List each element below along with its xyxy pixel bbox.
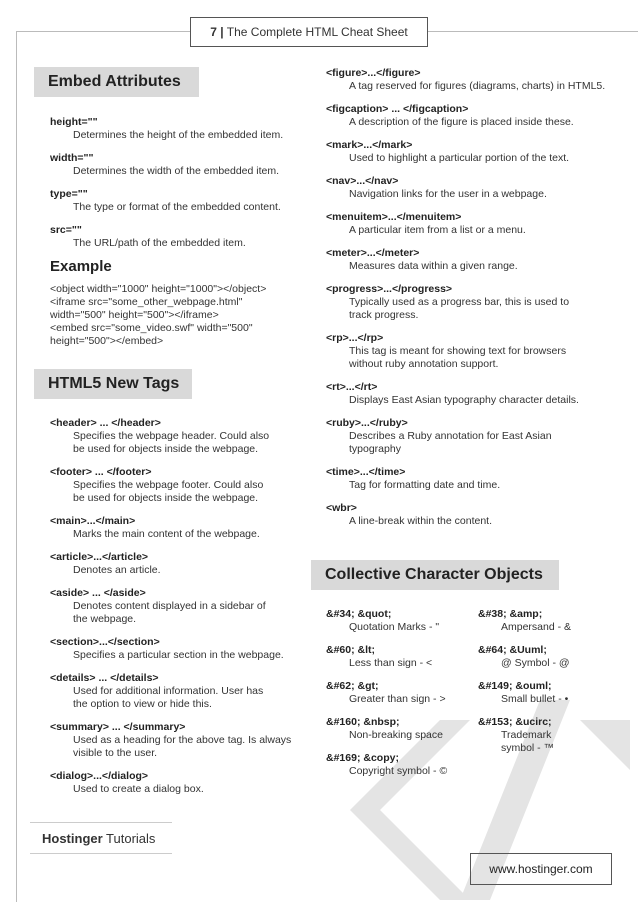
entry-tag: <meter>...</meter> xyxy=(326,247,420,259)
html5-new-tags-heading: HTML5 New Tags xyxy=(34,369,192,399)
entry-item xyxy=(50,721,315,760)
entry-description: The URL/path of the embedded item. xyxy=(73,237,246,249)
entry-item xyxy=(326,103,626,129)
entry-description: Trademark xyxy=(501,729,552,741)
page-border-top-right xyxy=(426,31,638,32)
entry-description: Determines the width of the embedded item. xyxy=(73,165,280,177)
entry-item xyxy=(50,636,315,662)
entry-tag: <time>...</time> xyxy=(326,466,406,478)
entry-description: A description of the figure is placed inside these. xyxy=(349,116,574,128)
entry-description: Navigation links for the user in a webpage. xyxy=(349,188,547,200)
entry-description: track progress. xyxy=(349,309,419,321)
entry-item xyxy=(50,672,315,711)
entry-item xyxy=(326,608,476,634)
entry-description: Used to highlight a particular portion of the text. xyxy=(349,152,570,164)
entry-tag: <progress>...</progress> xyxy=(326,283,453,295)
entry-item xyxy=(326,211,626,237)
entry-tag: <figcaption> ... </figcaption> xyxy=(326,103,469,115)
character-objects-right xyxy=(478,608,628,765)
entry-description: This tag is meant for showing text for browsers xyxy=(349,345,567,357)
example-code-line: <object width="1000" height="1000"></object> xyxy=(50,283,267,295)
entry-description: Marks the main content of the webpage. xyxy=(73,528,260,540)
entry-description: Describes a Ruby annotation for East Asian xyxy=(349,430,552,442)
entry-item xyxy=(326,247,626,273)
entry-item xyxy=(50,770,315,796)
entry-item xyxy=(50,116,310,142)
entry-tag: <footer> ... </footer> xyxy=(50,466,152,478)
entry-item xyxy=(50,466,315,505)
embed-attributes-list xyxy=(50,116,310,348)
entry-item xyxy=(478,716,628,755)
entry-item xyxy=(50,152,310,178)
entry-tag: <rp>...</rp> xyxy=(326,332,384,344)
entry-description: Ampersand - & xyxy=(501,621,572,633)
page-header xyxy=(190,17,428,47)
entry-description: Used to create a dialog box. xyxy=(73,783,204,795)
entry-item xyxy=(326,175,626,201)
entry-item xyxy=(326,716,476,742)
entry-tag: <figure>...</figure> xyxy=(326,67,421,79)
entry-item xyxy=(326,381,626,407)
header-title: The Complete HTML Cheat Sheet xyxy=(226,25,408,39)
entry-tag: <ruby>...</ruby> xyxy=(326,417,408,429)
brand-bold: Hostinger xyxy=(42,831,103,846)
html5-tags-list xyxy=(50,417,315,806)
entry-description: Denotes an article. xyxy=(73,564,161,576)
entry-description: Used as a heading for the above tag. Is always xyxy=(73,734,292,746)
entry-item xyxy=(50,417,315,456)
entry-description: Copyright symbol - © xyxy=(349,765,448,777)
entry-description: Quotation Marks - " xyxy=(349,621,440,633)
entry-item xyxy=(326,680,476,706)
entry-tag: &#149; &ouml; xyxy=(478,680,552,692)
page-border-top xyxy=(16,31,191,32)
header-separator: | xyxy=(220,25,224,39)
entry-tag: <nav>...</nav> xyxy=(326,175,399,187)
entry-tag: <summary> ... </summary> xyxy=(50,721,186,733)
entry-description: Measures data within a given range. xyxy=(349,260,518,272)
entry-tag: <details> ... </details> xyxy=(50,672,159,684)
entry-tag: src="" xyxy=(50,224,82,236)
entry-tag: &#169; &copy; xyxy=(326,752,399,764)
entry-item xyxy=(478,644,628,670)
entry-item xyxy=(326,283,626,322)
entry-description: Determines the height of the embedded item. xyxy=(73,129,284,141)
page-border-left xyxy=(16,31,17,902)
entry-item xyxy=(326,644,476,670)
entry-tag: <main>...</main> xyxy=(50,515,136,527)
entry-item xyxy=(326,67,626,93)
entry-tag: <rt>...</rt> xyxy=(326,381,378,393)
example-title: Example xyxy=(50,258,112,275)
entry-description: The type or format of the embedded content. xyxy=(73,201,281,213)
example-code-line: height="500"></embed> xyxy=(50,335,164,347)
entry-description: symbol - ™ xyxy=(501,742,555,754)
entry-tag: <menuitem>...</menuitem> xyxy=(326,211,462,223)
entry-tag: &#64; &Uuml; xyxy=(478,644,547,656)
entry-description: Typically used as a progress bar, this is used to xyxy=(349,296,570,308)
entry-description: the webpage. xyxy=(73,613,137,625)
entry-description: A line-break within the content. xyxy=(349,515,493,527)
entry-item xyxy=(478,680,628,706)
example-code-line: <embed src="some_video.swf" width="500" xyxy=(50,322,253,334)
embed-attributes-heading: Embed Attributes xyxy=(34,67,199,97)
entry-description: visible to the user. xyxy=(73,747,158,759)
entry-item xyxy=(50,224,310,250)
entry-item xyxy=(326,502,626,528)
entry-item xyxy=(326,139,626,165)
entry-tag: <header> ... </header> xyxy=(50,417,161,429)
entry-description: Small bullet - • xyxy=(501,693,569,705)
entry-item xyxy=(326,752,476,778)
entry-tag: &#34; &quot; xyxy=(326,608,392,620)
entry-description: Specifies the webpage footer. Could also xyxy=(73,479,264,491)
entry-tag: &#38; &amp; xyxy=(478,608,543,620)
entry-tag: type="" xyxy=(50,188,88,200)
page-number: 7 xyxy=(210,25,217,39)
entry-item xyxy=(326,466,626,492)
entry-description: Non-breaking space xyxy=(349,729,443,741)
entry-tag: height="" xyxy=(50,116,98,128)
entry-description: Specifies the webpage header. Could also xyxy=(73,430,270,442)
entry-description: Tag for formatting date and time. xyxy=(349,479,501,491)
entry-description: the option to view or hide this. xyxy=(73,698,212,710)
example-code-line: width="500" height="500"></iframe> xyxy=(50,309,219,321)
entry-tag: <section>...</section> xyxy=(50,636,160,648)
entry-description: @ Symbol - @ xyxy=(501,657,570,669)
entry-item xyxy=(50,587,315,626)
hostinger-tutorials-brand xyxy=(30,822,172,854)
entry-item xyxy=(478,608,628,634)
entry-description: be used for objects inside the webpage. xyxy=(73,443,259,455)
entry-tag: &#160; &nbsp; xyxy=(326,716,400,728)
entry-tag: <aside> ... </aside> xyxy=(50,587,146,599)
entry-description: Specifies a particular section in the webpage. xyxy=(73,649,284,661)
entry-description: Used for additional information. User has xyxy=(73,685,264,697)
character-objects-left xyxy=(326,608,476,788)
website-url[interactable]: www.hostinger.com xyxy=(470,853,612,885)
entry-item xyxy=(326,417,626,456)
entry-description: typography xyxy=(349,443,401,455)
entry-tag: width="" xyxy=(50,152,94,164)
entry-item xyxy=(50,188,310,214)
entry-description: Greater than sign - > xyxy=(349,693,446,705)
entry-description: be used for objects inside the webpage. xyxy=(73,492,259,504)
entry-tag: <wbr> xyxy=(326,502,357,514)
entry-description: without ruby annotation support. xyxy=(349,358,499,370)
entry-tag: &#60; &lt; xyxy=(326,644,376,656)
right-tags-list xyxy=(326,67,626,538)
entry-tag: <mark>...</mark> xyxy=(326,139,413,151)
character-objects-heading: Collective Character Objects xyxy=(311,560,559,590)
entry-item xyxy=(326,332,626,371)
entry-tag: &#62; &gt; xyxy=(326,680,379,692)
brand-rest: Tutorials xyxy=(102,831,156,846)
entry-item xyxy=(50,551,315,577)
entry-item xyxy=(50,515,315,541)
entry-description: Denotes content displayed in a sidebar of xyxy=(73,600,266,612)
entry-tag: &#153; &ucirc; xyxy=(478,716,552,728)
example-code-line: <iframe src="some_other_webpage.html" xyxy=(50,296,243,308)
entry-tag: <dialog>...</dialog> xyxy=(50,770,149,782)
entry-tag: <article>...</article> xyxy=(50,551,149,563)
entry-description: A tag reserved for figures (diagrams, charts) in HTML5. xyxy=(349,80,606,92)
entry-description: Displays East Asian typography character details. xyxy=(349,394,579,406)
entry-description: A particular item from a list or a menu. xyxy=(349,224,526,236)
entry-description: Less than sign - < xyxy=(349,657,433,669)
